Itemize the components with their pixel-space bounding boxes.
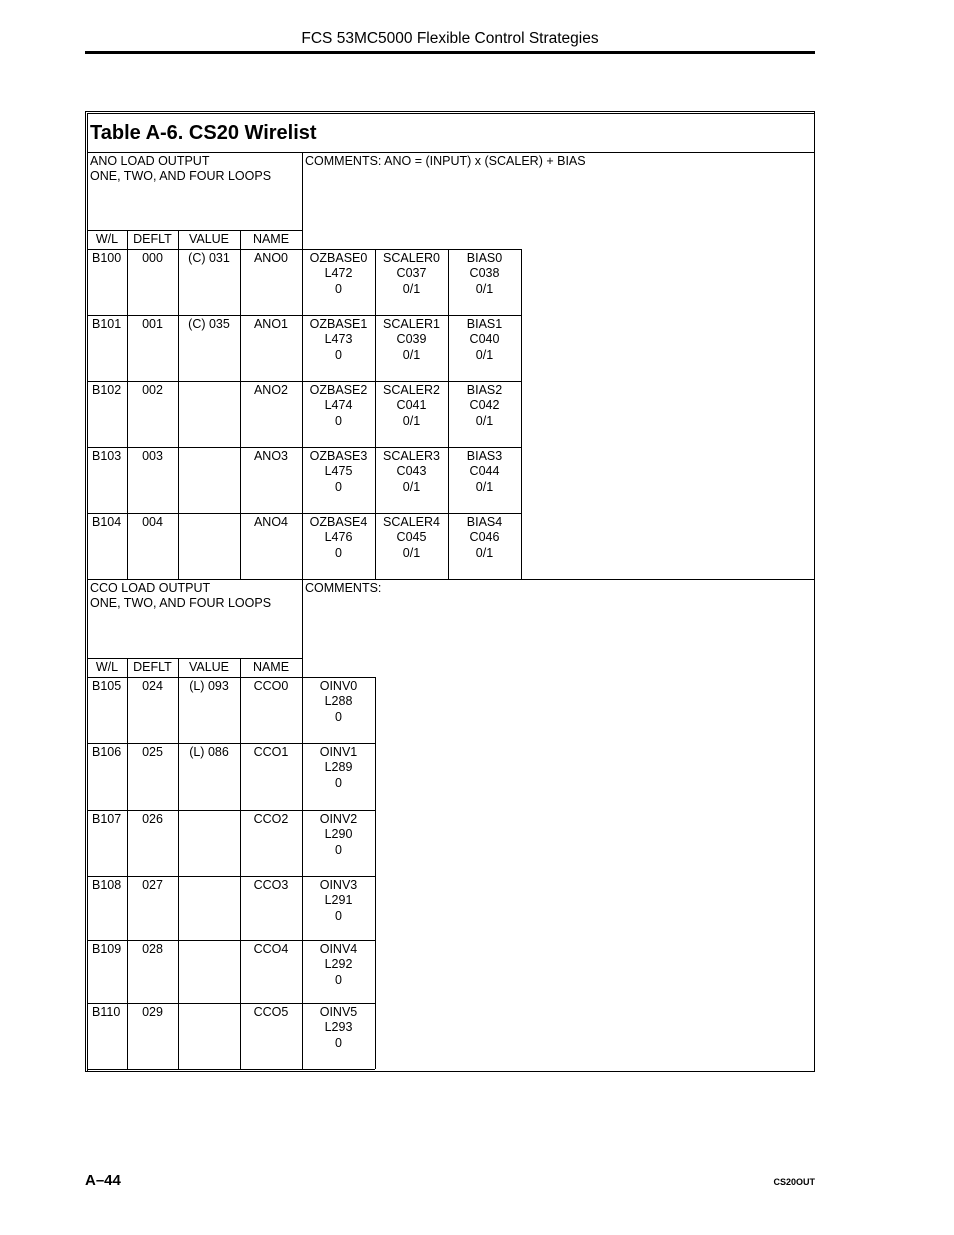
parameter-line: L476 (324, 530, 353, 545)
column-header: NAME (252, 232, 290, 246)
wirelist-id: B103 (92, 449, 122, 463)
parameter-line: 0 (335, 842, 342, 857)
default-value: 003 (142, 449, 163, 463)
default-value: 027 (142, 878, 163, 892)
parameter-line: C044 (469, 464, 500, 479)
parameter-line: 0 (335, 413, 342, 428)
column-divider (178, 658, 179, 1069)
parameter-line: 0/1 (475, 281, 494, 296)
block-name: CCO2 (253, 812, 289, 826)
parameter-line: C045 (396, 530, 427, 545)
parameter-line: 0 (335, 775, 342, 790)
wirelist-id: B110 (92, 1005, 121, 1019)
wirelist-id: B107 (92, 812, 122, 826)
row-divider (87, 381, 521, 382)
parameter-line: SCALER1 (383, 317, 440, 331)
parameter-line: 0/1 (402, 479, 421, 494)
parameter-line: L288 (324, 694, 353, 709)
parameter-line: C043 (396, 464, 427, 479)
section-title-line: ONE, TWO, AND FOUR LOOPS (90, 169, 272, 183)
default-value: 002 (142, 383, 163, 397)
file-code: CS20OUT (773, 1177, 815, 1187)
block-name: ANO4 (253, 515, 289, 529)
parameter-line: OINV4 (319, 942, 358, 956)
wirelist-id: B100 (92, 251, 122, 265)
default-value: 029 (142, 1005, 163, 1019)
column-header: DEFLT (133, 232, 172, 246)
block-name: CCO1 (253, 745, 289, 759)
assigned-value: (C) 031 (188, 251, 230, 265)
parameter-line: 0 (335, 972, 342, 987)
wirelist-id: B108 (92, 878, 122, 892)
parameter-line: 0/1 (402, 347, 421, 362)
table-title: Table A-6. CS20 Wirelist (90, 122, 317, 144)
column-divider (178, 230, 179, 579)
column-header-top (87, 658, 302, 659)
section-title-line: ANO LOAD OUTPUT (90, 154, 210, 168)
wirelist-id: B101 (92, 317, 122, 331)
parameter-line: SCALER0 (383, 251, 440, 265)
row-divider (87, 810, 375, 811)
column-header: W/L (95, 232, 119, 246)
column-header: VALUE (188, 660, 230, 674)
parameter-line: 0 (335, 908, 342, 923)
assigned-value: (L) 093 (189, 679, 229, 693)
block-name: CCO4 (253, 942, 289, 956)
block-name: CCO0 (253, 679, 289, 693)
parameter-line: L472 (324, 266, 353, 281)
parameter-line: OZBASE3 (309, 449, 368, 463)
wirelist-id: B104 (92, 515, 122, 529)
parameter-line: OZBASE2 (309, 383, 368, 397)
default-value: 000 (142, 251, 163, 265)
column-header: W/L (95, 660, 119, 674)
parameter-line: 0/1 (402, 413, 421, 428)
parameter-line: SCALER2 (383, 383, 440, 397)
section-comments: COMMENTS: (305, 581, 382, 595)
assigned-value: (L) 086 (189, 745, 229, 759)
parameter-line: 0/1 (475, 545, 494, 560)
row-divider (87, 743, 375, 744)
column-header-top (87, 230, 302, 231)
parameter-line: OZBASE4 (309, 515, 368, 529)
section-title-line: ONE, TWO, AND FOUR LOOPS (90, 596, 272, 610)
parameter-line: 0/1 (475, 479, 494, 494)
column-header-bottom (87, 677, 375, 678)
parameter-line: C038 (469, 266, 500, 281)
parameter-line: 0/1 (475, 413, 494, 428)
block-name: ANO0 (253, 251, 289, 265)
block-name: ANO2 (253, 383, 289, 397)
parameter-line: BIAS0 (466, 251, 503, 265)
parameter-line: OZBASE1 (309, 317, 368, 331)
parameter-line: C037 (396, 266, 427, 281)
parameter-line: SCALER3 (383, 449, 440, 463)
section-title-line: CCO LOAD OUTPUT (90, 581, 211, 595)
parameter-line: 0 (335, 709, 342, 724)
section-separator (87, 152, 814, 153)
block-name: CCO3 (253, 878, 289, 892)
block-name: CCO5 (253, 1005, 289, 1019)
parameter-line: C040 (469, 332, 500, 347)
parameter-line: L474 (324, 398, 353, 413)
column-header-bottom (87, 249, 521, 250)
parameter-line: C042 (469, 398, 500, 413)
column-header: VALUE (188, 232, 230, 246)
parameter-line: 0 (335, 479, 342, 494)
parameter-line: 0/1 (402, 545, 421, 560)
page-number: A–44 (85, 1172, 121, 1189)
parameter-line: L292 (324, 957, 353, 972)
parameter-line: OZBASE0 (309, 251, 368, 265)
header-rule (85, 51, 815, 54)
default-value: 025 (142, 745, 163, 759)
row-divider (87, 315, 521, 316)
parameter-line: 0/1 (475, 347, 494, 362)
parameter-line: L293 (324, 1020, 353, 1035)
param-column-divider (375, 677, 376, 1069)
assigned-value: (C) 035 (188, 317, 230, 331)
parameter-line: OINV5 (319, 1005, 358, 1019)
parameter-line: L473 (324, 332, 353, 347)
column-header: NAME (252, 660, 290, 674)
block-name: ANO1 (253, 317, 289, 331)
page-header-title: FCS 53MC5000 Flexible Control Strategies (301, 30, 599, 47)
parameter-line: C046 (469, 530, 500, 545)
parameter-line: OINV1 (319, 745, 358, 759)
row-divider (87, 940, 375, 941)
column-header: DEFLT (133, 660, 172, 674)
row-divider (87, 447, 521, 448)
parameter-line: 0 (335, 347, 342, 362)
parameter-line: BIAS1 (466, 317, 503, 331)
parameter-line: OINV2 (319, 812, 358, 826)
parameter-line: 0 (335, 545, 342, 560)
row-divider (87, 1069, 375, 1070)
block-name: ANO3 (253, 449, 289, 463)
row-divider (87, 513, 521, 514)
parameter-line: 0 (335, 1035, 342, 1050)
default-value: 028 (142, 942, 163, 956)
parameter-line: 0/1 (402, 281, 421, 296)
wirelist-id: B109 (92, 942, 122, 956)
section-separator (87, 579, 814, 580)
parameter-line: L289 (324, 760, 353, 775)
parameter-line: L475 (324, 464, 353, 479)
wirelist-id: B106 (92, 745, 122, 759)
parameter-line: L290 (324, 827, 353, 842)
default-value: 026 (142, 812, 163, 826)
wirelist-id: B105 (92, 679, 122, 693)
row-divider (87, 876, 375, 877)
parameter-line: C039 (396, 332, 427, 347)
row-divider (87, 1003, 375, 1004)
section-comments: COMMENTS: ANO = (INPUT) x (SCALER) + BIAS (305, 154, 586, 168)
default-value: 004 (142, 515, 163, 529)
default-value: 001 (142, 317, 163, 331)
parameter-line: C041 (396, 398, 427, 413)
default-value: 024 (142, 679, 163, 693)
parameter-line: BIAS2 (466, 383, 503, 397)
parameter-line: OINV0 (319, 679, 358, 693)
parameter-line: BIAS4 (466, 515, 503, 529)
parameter-line: L291 (324, 893, 353, 908)
parameter-line: BIAS3 (466, 449, 503, 463)
parameter-line: 0 (335, 281, 342, 296)
param-column-divider (521, 249, 522, 579)
wirelist-id: B102 (92, 383, 122, 397)
parameter-line: SCALER4 (383, 515, 440, 529)
parameter-line: OINV3 (319, 878, 358, 892)
